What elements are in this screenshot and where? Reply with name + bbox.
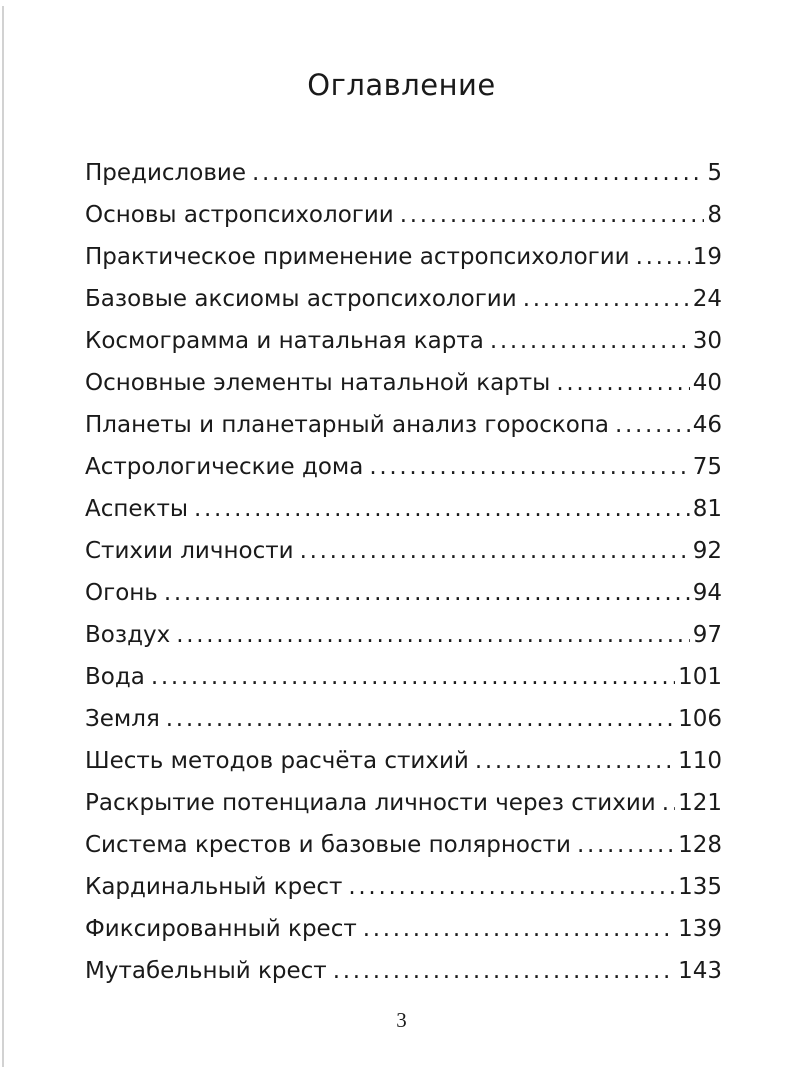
- toc-entry-label: Огонь: [85, 580, 158, 606]
- toc-leader-dots: [662, 782, 675, 824]
- toc-leader-dots: [369, 446, 689, 488]
- toc-entry[interactable]: [85, 656, 722, 698]
- toc-leader-dots: [252, 152, 704, 194]
- toc-entry-label: Шесть методов расчёта стихий: [85, 748, 469, 774]
- toc-entry-label: Мутабельный крест: [85, 958, 327, 984]
- toc-entry-page: 128: [678, 832, 722, 858]
- toc-entry-label: Предисловие: [85, 160, 246, 186]
- toc-entry-label: Практическое применение астропсихологии: [85, 244, 630, 270]
- toc-entry-label: Кардинальный крест: [85, 874, 343, 900]
- toc-leader-dots: [523, 278, 690, 320]
- toc-entry-label: Планеты и планетарный анализ гороскопа: [85, 412, 609, 438]
- toc-leader-dots: [363, 908, 675, 950]
- toc-entry-page: 24: [692, 286, 722, 312]
- toc-entry-label: Земля: [85, 706, 160, 732]
- toc-entry[interactable]: [85, 236, 722, 278]
- toc-entry-label: Стихии личности: [85, 538, 294, 564]
- toc-entry[interactable]: [85, 194, 722, 236]
- toc-leader-dots: [490, 320, 690, 362]
- toc-leader-dots: [166, 698, 675, 740]
- toc-entry-page: 75: [692, 454, 722, 480]
- toc-entry-label: Аспекты: [85, 496, 189, 522]
- toc-entry-page: 46: [692, 412, 722, 438]
- toc-leader-dots: [300, 530, 690, 572]
- toc-entry-page: 106: [678, 706, 722, 732]
- toc-entry[interactable]: [85, 530, 722, 572]
- toc-entry-label: Фиксированный крест: [85, 916, 357, 942]
- toc-entry[interactable]: [85, 950, 722, 992]
- page-number: 3: [396, 1008, 407, 1032]
- toc-entry-page: 19: [692, 244, 722, 270]
- toc-leader-dots: [151, 656, 675, 698]
- toc-entry-page: 110: [678, 748, 722, 774]
- toc-entry-page: 135: [678, 874, 722, 900]
- toc-entry-page: 5: [707, 160, 722, 186]
- toc-entry[interactable]: [85, 362, 722, 404]
- toc-entry[interactable]: [85, 572, 722, 614]
- toc-entry-page: 139: [678, 916, 722, 942]
- toc-entry-label: Базовые аксиомы астропсихологии: [85, 286, 517, 312]
- toc-leader-dots: [556, 362, 689, 404]
- toc-leader-dots: [577, 824, 675, 866]
- toc-entry[interactable]: [85, 320, 722, 362]
- toc-entry-page: 94: [692, 580, 722, 606]
- toc-leader-dots: [636, 236, 690, 278]
- toc-entry[interactable]: [85, 488, 722, 530]
- toc-entry-label: Воздух: [85, 622, 171, 648]
- toc-leader-dots: [615, 404, 690, 446]
- page-left-edge-line: [2, 6, 4, 1067]
- toc-entry-label: Раскрытие потенциала личности через стихии: [85, 790, 656, 816]
- toc-entry-label: Астрологические дома: [85, 454, 364, 480]
- toc-entry[interactable]: [85, 278, 722, 320]
- toc-entry[interactable]: [85, 614, 722, 656]
- toc-entry[interactable]: [85, 698, 722, 740]
- toc-entry[interactable]: [85, 782, 722, 824]
- toc-leader-dots: [333, 950, 675, 992]
- toc-leader-dots: [475, 740, 675, 782]
- toc-entry-page: 30: [692, 328, 722, 354]
- toc-entry-page: 97: [692, 622, 722, 648]
- toc-entry[interactable]: [85, 866, 722, 908]
- toc-entry-page: 101: [678, 664, 722, 690]
- toc-entry-page: 8: [707, 202, 722, 228]
- toc-entry[interactable]: [85, 152, 722, 194]
- toc-entry-page: 143: [678, 958, 722, 984]
- toc-entry-label: Система крестов и базовые полярности: [85, 832, 571, 858]
- toc-leader-dots: [176, 614, 690, 656]
- toc-entry-label: Вода: [85, 664, 145, 690]
- toc-leader-dots: [194, 488, 690, 530]
- toc-entry[interactable]: [85, 824, 722, 866]
- toc-entry[interactable]: [85, 404, 722, 446]
- toc-entry[interactable]: [85, 908, 722, 950]
- toc-leader-dots: [164, 572, 690, 614]
- toc-entry[interactable]: [85, 740, 722, 782]
- toc-entry-page: 121: [678, 790, 722, 816]
- toc-entry-page: 40: [692, 370, 722, 396]
- toc-leader-dots: [400, 194, 705, 236]
- toc-entry-label: Космограмма и натальная карта: [85, 328, 484, 354]
- toc-entry-label: Основные элементы натальной карты: [85, 370, 551, 396]
- page-title: Оглавление: [307, 68, 496, 102]
- toc-entry-label: Основы астропсихологии: [85, 202, 394, 228]
- toc-leader-dots: [348, 866, 675, 908]
- toc-list: [85, 152, 722, 992]
- toc-entry-page: 81: [692, 496, 722, 522]
- toc-entry-page: 92: [692, 538, 722, 564]
- toc-entry[interactable]: [85, 446, 722, 488]
